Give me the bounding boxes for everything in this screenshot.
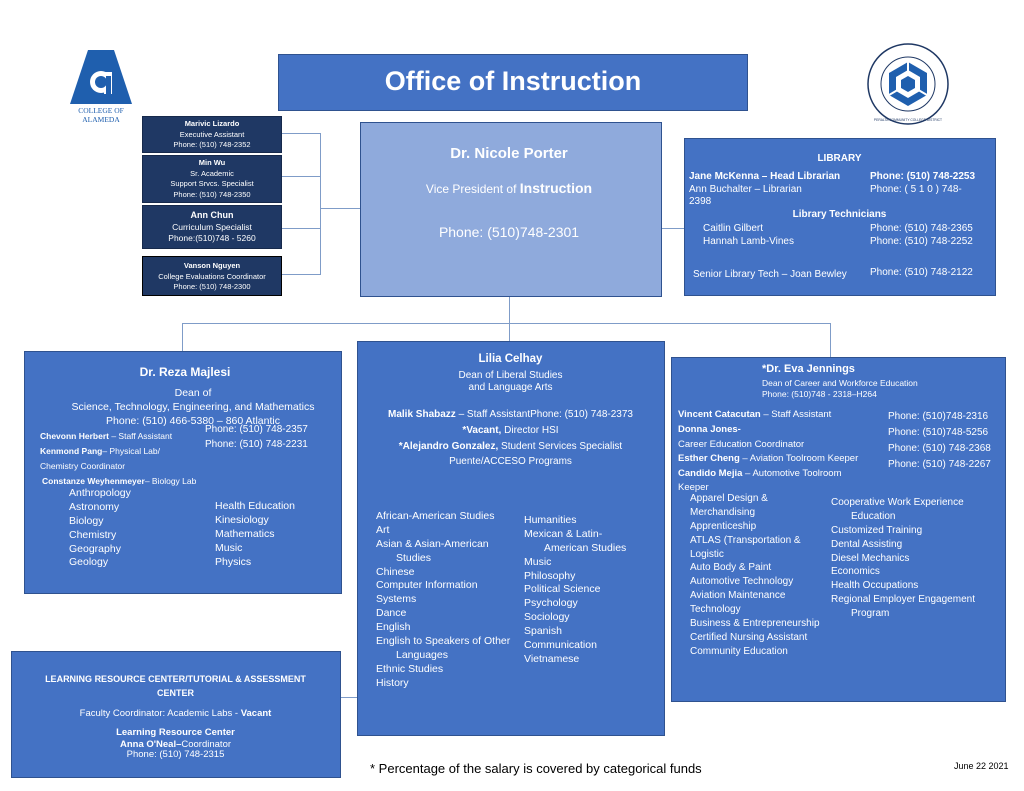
library-heading: LIBRARY [817, 153, 862, 164]
lrc-coordinator [12, 708, 339, 719]
library-ann: Ann Buchalter – Librarian [689, 184, 802, 195]
liberal-staff-1-rest: – Staff AssistantPhone: (510) 748-2373 [455, 409, 633, 420]
department-item: Community Education [690, 645, 788, 657]
connector-line [182, 323, 830, 324]
library-senior-phone: Phone: (510) 748-2122 [870, 267, 973, 278]
stem-staff-1-name: Chevonn Herbert [40, 431, 109, 441]
lrc-sub: Learning Resource Center [116, 727, 235, 738]
staff-line: Phone:(510)748 - 5260 [168, 233, 256, 243]
department-item: African-American Studies [376, 510, 495, 522]
department-item: Mathematics [215, 527, 275, 540]
department-item: Program [851, 608, 890, 620]
department-item: Health Occupations [831, 580, 919, 592]
connector-line [830, 323, 831, 357]
department-item: ATLAS (Transportation & [690, 534, 801, 546]
career-staff-3-phone: Phone: (510) 748-2267 [888, 459, 991, 470]
lrc-anna-name: Anna O'Neal– [119, 739, 182, 750]
library-head-name: Jane McKenna – Head Librarian [689, 171, 841, 182]
seal-ring-text: PERALTA COMMUNITY COLLEGE DISTRICT [873, 118, 943, 122]
vp-title [361, 180, 657, 196]
career-dept-list-left [690, 492, 820, 659]
department-item: Asian & Asian-American [376, 537, 489, 550]
liberal-dean-name: Lilia Celhay [478, 353, 543, 365]
vp-box [360, 122, 662, 297]
stem-dept-list-right [215, 500, 295, 569]
liberal-staff-2 [358, 425, 663, 436]
department-item: Regional Employer Engagement [831, 594, 975, 606]
library-head-phone: Phone: (510) 748-2253 [870, 171, 976, 182]
footnote: * Percentage of the salary is covered by categorical funds [370, 761, 702, 776]
department-item: Automotive Technology [690, 576, 794, 588]
department-item: Education [851, 510, 896, 522]
stem-title-2: Science, Technology, Engineering, and Mathematics [71, 401, 315, 413]
career-staff-2b-phone: Phone: (510) 748-2368 [888, 443, 991, 454]
liberal-dept-list-right [524, 513, 626, 666]
department-item: Communication [524, 639, 597, 652]
stem-title-1: Dean of [174, 387, 212, 399]
career-staff-2: Donna Jones- [678, 424, 741, 435]
learning-resource-center-box [11, 651, 341, 778]
connector-line [659, 228, 684, 229]
department-item: Dance [376, 607, 407, 620]
career-staff-3-name: Esther Cheng [678, 453, 740, 464]
department-item: Art [376, 523, 390, 536]
career-staff-1-phone: Phone: (510)748-2316 [888, 411, 989, 422]
lrc-heading-1: LEARNING RESOURCE CENTER/TUTORIAL & ASSESSMENT [45, 674, 306, 684]
department-item: Languages [396, 648, 448, 661]
library-techs-heading: Library Technicians [792, 209, 887, 220]
department-item: Chinese [376, 565, 415, 578]
career-phone: Phone: (510)748 - 2318–H264 [762, 389, 877, 399]
staff-line: Phone: (510) 748-2350 [173, 189, 251, 199]
department-item: Cooperative Work Experience [831, 497, 964, 508]
staff-line: Curriculum Specialist [172, 221, 252, 232]
liberal-staff-3-line-2: Puente/ACCESO Programs [449, 456, 572, 467]
stem-staff-3 [42, 476, 196, 486]
staff-name: Min Wu [198, 158, 226, 167]
college-of-alameda-logo [68, 46, 134, 124]
stem-staff-2-role: – Physical Lab/ [102, 446, 160, 456]
connector-line [282, 228, 320, 229]
department-item: Geology [69, 556, 109, 569]
stem-staff-1-phone: Phone: (510) 748-2357 [205, 424, 308, 435]
staff-name: Vanson Nguyen [183, 261, 241, 270]
department-item: Ethnic Studies [376, 662, 444, 675]
library-senior: Senior Library Tech – Joan Bewley [693, 269, 847, 280]
stem-staff-2-phone: Phone: (510) 748-2231 [205, 439, 308, 450]
library-ann-phone-tail: 2398 [689, 196, 712, 207]
department-item: Chemistry [69, 528, 117, 541]
department-item: Certified Nursing Assistant [690, 631, 808, 643]
date: June 22 2021 [954, 761, 1009, 771]
department-item: Economics [831, 566, 880, 578]
stem-staff-1-role: – Staff Assistant [108, 431, 173, 441]
department-item: Apprenticeship [690, 520, 757, 532]
department-item: Business & Entrepreneurship [690, 618, 820, 630]
liberal-studies-box [357, 341, 665, 736]
stem-dean-name: Dr. Reza Majlesi [139, 365, 231, 379]
department-item: Sociology [524, 611, 570, 624]
library-tech-1-phone: Phone: (510) 748-2365 [870, 223, 973, 234]
stem-staff-2-role-2: Chemistry Coordinator [40, 461, 126, 471]
connector-line [282, 133, 320, 134]
staff-box-marivic-lizardo [142, 116, 282, 153]
department-item: Technology [690, 604, 741, 616]
vp-name: Dr. Nicole Porter [450, 145, 568, 162]
department-item: English [376, 621, 411, 634]
department-item: Apparel Design & [690, 493, 768, 504]
department-item: Studies [396, 551, 432, 564]
liberal-staff-1 [358, 409, 663, 420]
connector-line [320, 133, 321, 275]
liberal-staff-2-rest: Director HSI [501, 425, 559, 436]
stem-staff-3-name: Constanze Weyhenmeyer [42, 476, 145, 486]
career-box [671, 357, 1006, 702]
department-item: Music [215, 541, 243, 554]
staff-line: Phone: (510) 748-2300 [173, 282, 251, 291]
stem-staff-2 [40, 446, 160, 456]
vp-title-bold: Instruction [519, 180, 593, 196]
logo-line-1: COLLEGE OF [78, 106, 124, 115]
career-dept-list-right [831, 496, 975, 621]
department-item: Astronomy [69, 500, 120, 513]
career-staff-2-phone: Phone: (510)748-5256 [888, 427, 989, 438]
department-item: Physics [215, 555, 252, 568]
career-staff-2-role: Career Education Coordinator [678, 439, 805, 450]
stem-staff-2-name: Kenmond Pang [40, 446, 103, 456]
logo-a-icon [68, 46, 134, 106]
connector-line [340, 697, 357, 698]
connector-line [509, 323, 510, 341]
library-tech-2: Hannah Lamb-Vines [703, 236, 794, 247]
liberal-staff-1-name: Malik Shabazz [388, 409, 456, 420]
lrc-anna-role: Coordinator [181, 739, 232, 750]
staff-line: Sr. Academic [190, 168, 234, 178]
library-box [684, 138, 996, 296]
department-item: Music [524, 555, 552, 568]
connector-line [282, 274, 320, 275]
stem-staff-3-role: – Biology Lab [144, 476, 197, 486]
liberal-staff-3-name: *Alejandro Gonzalez, [398, 441, 499, 452]
library-tech-2-phone: Phone: (510) 748-2252 [870, 236, 973, 247]
stem-box [24, 351, 342, 594]
stem-staff-1 [40, 431, 172, 441]
department-item: Geography [69, 542, 121, 555]
department-item: Kinesiology [215, 513, 269, 526]
logo-line-2: ALAMEDA [82, 115, 120, 124]
staff-line: Executive Assistant [179, 129, 245, 139]
department-item: American Studies [544, 541, 627, 554]
liberal-dept-list-left [376, 509, 510, 690]
liberal-staff-3-rest: Student Services Specialist [498, 441, 623, 452]
staff-line: Phone: (510) 748-2352 [173, 140, 251, 149]
career-dean-name: *Dr. Eva Jennings [762, 363, 855, 375]
department-item: Systems [376, 593, 417, 606]
connector-line [509, 294, 510, 324]
stem-phone: Phone: (510) 466-5380 – 860 Atlantic [106, 415, 280, 427]
department-item: Computer Information [376, 579, 478, 592]
career-staff-3-role: – Aviation Toolroom Keeper [739, 453, 859, 464]
department-item: Customized Training [831, 524, 923, 536]
connector-line [282, 176, 320, 177]
department-item: Aviation Maintenance [690, 590, 786, 602]
career-staff-1-name: Vincent Catacutan [678, 409, 761, 420]
department-item: Humanities [524, 514, 577, 526]
connector-line [320, 208, 360, 209]
staff-name: Ann Chun [190, 210, 234, 220]
vp-phone: Phone: (510)748-2301 [438, 224, 580, 240]
career-staff-4-role-2: Keeper [678, 482, 709, 493]
career-staff-4 [678, 468, 842, 479]
department-item: Psychology [524, 597, 578, 610]
career-staff-4-role: – Automotive Toolroom [742, 468, 842, 479]
career-title: Dean of Career and Workforce Education [762, 378, 918, 388]
department-item: Mexican & Latin- [524, 527, 603, 540]
career-staff-3 [678, 453, 858, 464]
department-item: Logistic [690, 548, 724, 560]
career-staff-4-name: Candido Mejia [678, 468, 743, 479]
department-item: English to Speakers of Other [376, 635, 511, 648]
liberal-staff-3 [358, 441, 663, 452]
department-item: Diesel Mechanics [831, 552, 910, 564]
library-ann-phone: Phone: ( 5 1 0 ) 748- [870, 184, 962, 195]
department-item: Political Science [524, 583, 601, 596]
peralta-logo [866, 42, 950, 126]
staff-box-vanson-nguyen [142, 256, 282, 296]
department-item: Spanish [524, 625, 562, 638]
department-item: Auto Body & Paint [690, 562, 772, 574]
staff-line: Support Srvcs. Specialist [170, 179, 254, 188]
connector-line [182, 323, 183, 351]
career-staff-1 [678, 409, 831, 420]
department-item: Health Education [215, 500, 295, 512]
vp-title-pre: Vice President of [425, 182, 520, 196]
lrc-phone: Phone: (510) 748-2315 [126, 749, 225, 760]
library-tech-1: Caitlin Gilbert [703, 223, 764, 234]
department-item: Dental Assisting [831, 538, 903, 550]
career-staff-1-role: – Staff Assistant [760, 409, 832, 420]
liberal-title-1: Dean of Liberal Studies [458, 370, 563, 381]
lrc-coordinator-pre: Faculty Coordinator: Academic Labs - [79, 708, 241, 719]
staff-line: College Evaluations Coordinator [158, 271, 266, 281]
lrc-coordinator-vacant: Vacant [240, 708, 272, 719]
liberal-title-2: and Language Arts [468, 382, 553, 393]
stem-dept-list-left [69, 487, 131, 570]
staff-box-min-wu [142, 155, 282, 203]
department-item: Anthropology [69, 487, 131, 499]
staff-box-ann-chun [142, 205, 282, 249]
department-item: Vietnamese [524, 652, 580, 665]
department-item: Merchandising [690, 506, 756, 518]
peralta-seal-icon [866, 42, 950, 126]
staff-name: Marivic Lizardo [184, 119, 240, 128]
department-item: Biology [69, 514, 104, 527]
department-item: Philosophy [524, 569, 576, 582]
liberal-staff-2-name: *Vacant, [462, 425, 502, 436]
lrc-heading-2: CENTER [156, 688, 194, 698]
page-title: Office of Instruction [278, 54, 748, 111]
department-item: History [376, 676, 409, 689]
